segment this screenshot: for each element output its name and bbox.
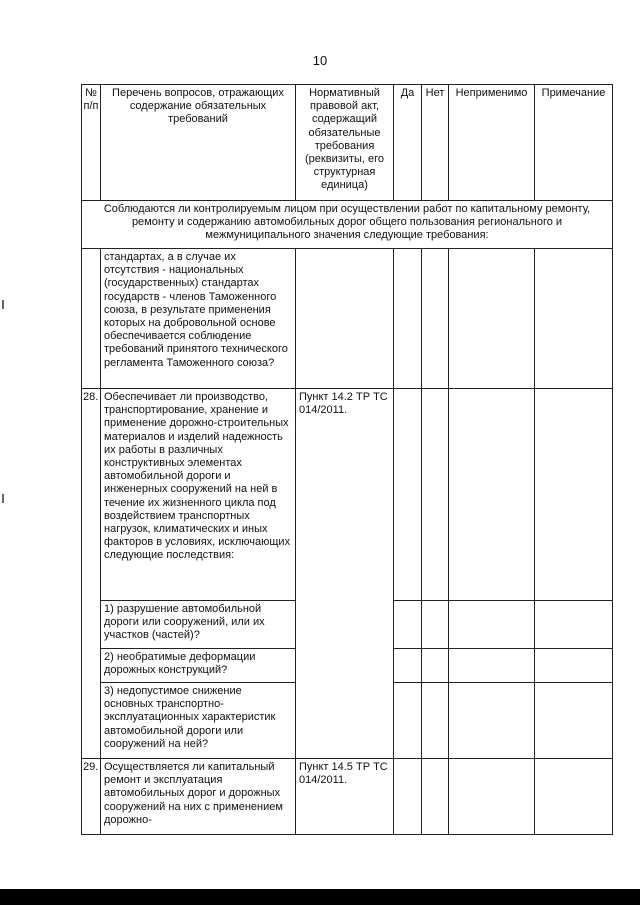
continued-question: стандартах, а в случае их отсутствия - национальных (государственных) стандартах государств - членов Таможенного союза, в результате применения которых на добровольной основе обеспечивается соблюдение требований принятого технического регламента Таможенного союза?	[101, 249, 296, 389]
no-cell	[422, 249, 449, 389]
header-yes: Да	[394, 85, 422, 201]
section-row	[82, 201, 613, 249]
na-cell	[449, 759, 535, 835]
yes-cell	[394, 389, 422, 601]
item-28-num: 28.	[82, 389, 101, 759]
na-cell	[449, 389, 535, 601]
item-29-act: Пункт 14.5 ТР ТС 014/2011.	[296, 759, 394, 835]
scan-edge-mark	[2, 494, 4, 503]
no-cell	[422, 759, 449, 835]
table-row	[82, 759, 613, 835]
item-28-act: Пункт 14.2 ТР ТС 014/2011.	[296, 389, 394, 759]
note-cell	[535, 601, 613, 649]
table-row	[82, 389, 613, 601]
item-28-sub-2: 2) необратимые деформации дорожных конструкций?	[101, 649, 296, 683]
header-act: Нормативный правовой акт, содержащий обязательные требования (реквизиты, его структурная единица)	[296, 85, 394, 201]
scan-edge-mark	[2, 300, 4, 309]
item-28-sub-3: 3) недопустимое снижение основных транспортно-эксплуатационных характеристик автомобильной дороги или сооружений на ней?	[101, 683, 296, 759]
item-28-question: Обеспечивает ли производство, транспортирование, хранение и применение дорожно-строительных материалов и изделий надежность их работы в различных конструктивных элементах автомобильной дороги и инженерных сооружений на ней в течение их жизненного цикла под воздействием транспортных нагрузок, климатических и иных факторов в условиях, исключающих следующие последствия:	[101, 389, 296, 601]
row-num-cell	[82, 249, 101, 389]
yes-cell	[394, 601, 422, 649]
no-cell	[422, 683, 449, 759]
scan-bottom-band	[0, 889, 640, 905]
yes-cell	[394, 649, 422, 683]
header-na: Неприменимо	[449, 85, 535, 201]
header-question: Перечень вопросов, отражающих содержание обязательных требований	[101, 85, 296, 201]
na-cell	[449, 249, 535, 389]
yes-cell	[394, 759, 422, 835]
yes-cell	[394, 249, 422, 389]
header-num: № п/п	[82, 85, 101, 201]
header-no: Нет	[422, 85, 449, 201]
note-cell	[535, 389, 613, 601]
no-cell	[422, 601, 449, 649]
table-header-row	[82, 85, 613, 201]
note-cell	[535, 649, 613, 683]
section-heading: Соблюдаются ли контролируемым лицом при осуществлении работ по капитальному ремонту, ремонту и содержанию автомобильных дорог общего пользования регионального и межмуниципального значения следующие требования:	[82, 201, 613, 249]
item-29-question: Осуществляется ли капитальный ремонт и эксплуатация автомобильных дорог и дорожных сооружений на них с применением дорожно-	[101, 759, 296, 835]
no-cell	[422, 649, 449, 683]
na-cell	[449, 683, 535, 759]
table-row	[82, 249, 613, 389]
page-number: 10	[312, 53, 328, 68]
checklist-table	[81, 84, 613, 835]
item-28-sub-1: 1) разрушение автомобильной дороги или сооружений, или их участков (частей)?	[101, 601, 296, 649]
na-cell	[449, 601, 535, 649]
act-cell	[296, 249, 394, 389]
item-29-num: 29.	[82, 759, 101, 835]
header-note: Примечание	[535, 85, 613, 201]
yes-cell	[394, 683, 422, 759]
note-cell	[535, 683, 613, 759]
note-cell	[535, 249, 613, 389]
no-cell	[422, 389, 449, 601]
note-cell	[535, 759, 613, 835]
na-cell	[449, 649, 535, 683]
